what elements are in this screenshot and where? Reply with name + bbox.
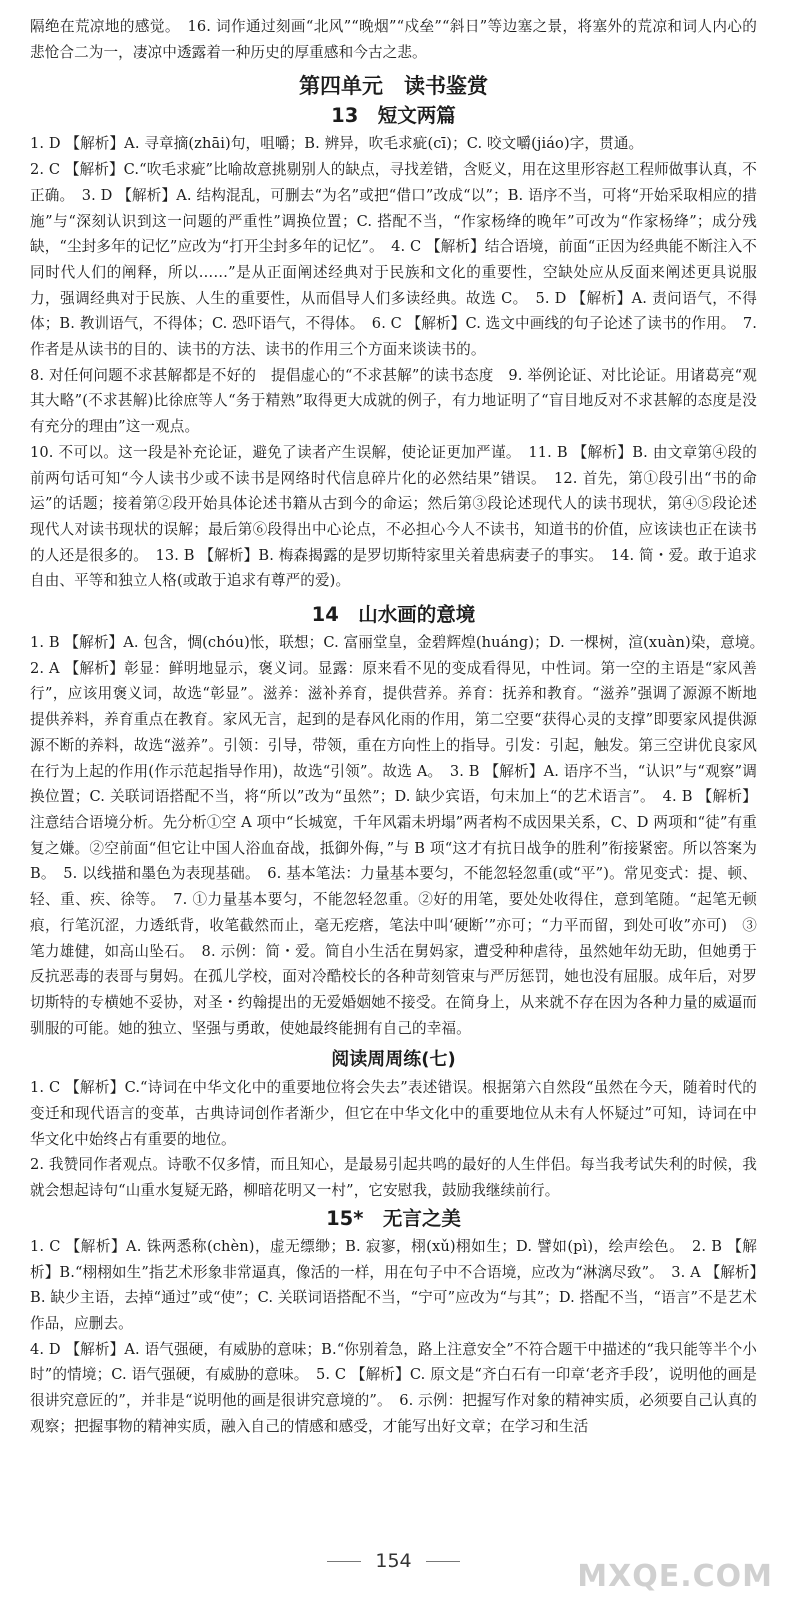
lesson-14-answer-1: 1. B 【解析】A. 包含，惆(chóu)怅，联想；C. 富丽堂皇，金碧辉煌(huáng)；D. 一棵树，渲(xuàn)染，意境。 2. A 【解析】彰显：鲜明地显示，褒义词。显露：原来看不见的变成看得见，中性词。第一空的主语是“家风善行”，应该用褒义词，故选“彰显”。滋养：滋补养育，提供营养。养育：抚养和教育。“滋养”强调了源源不断地提供养料，养育重点在教育。家风无言，起到的是春风化雨的作用，第二空要“获得心灵的支撑”即要家风提供源源不断的养料，故选“滋养”。引领：引导，带领，重在方向性上的指导。引发：引起，触发。第三空讲优良家风在行为上起的作用(作示范起指导作用)，故选“引领”。故选 A。 3. B 【解析】A. 语序不当，“认识”与“观察”调换位置；C. 关联词语搭配不当，将“所以”改为“虽然”；D. 缺少宾语，句末加上“的艺术语言”。 4. B 【解析】注意结合语境分析。先分析①空 A 项中“长城宽，千年风霜未坍塌”两者构不成因果关系，C、D 两项和“徒”有重复之嫌。②空前面“但它让中国人浴血奋战，抵御外侮，”与 B 项“这才有抗日战争的胜利”衔接紧密。所以答案为 B。 5. 以线描和墨色为表现基础。 6. 基本笔法：力量基本要匀，不能忽轻忽重(或“平”)。常见变式：提、顿、轻、重、疾、徐等。 7. ①力量基本要匀，不能忽轻忽重。②好的用笔，要处处收得住，意到笔随。“起笔无顿痕，行笔沉涩，力透纸背，收笔截然而止，毫无疙瘩，笔法中叫‘硬断’”亦可；“力平而留，到处可收”亦可) ③笔力雄健，如高山坠石。 8. 示例：简・爱。简自小生活在舅妈家，遭受种种虐待，虽然她年幼无助，但她勇于反抗恶毒的表哥与舅妈。在孤儿学校，面对冷酷校长的各种苛刻管束与严厉惩罚，她也没有屈服。成年后，对罗切斯特的专横她不妥协，对圣・约翰提出的无爱婚姻她不接受。在简身上，从来就不存在因为各种力量的威逼而驯服的可能。她的独立、坚强与勇敢，使她最终能拥有自己的幸福。 — [30, 634, 772, 1037]
lesson-13-title: 13 短文两篇 — [331, 104, 456, 128]
unit-title: 第四单元 读书鉴赏 — [299, 74, 488, 99]
lesson-15-answer-2: 4. D 【解析】A. 语气强硬，有威胁的意味；B.“你别着急，路上注意安全”不符合题干中描述的“我只能等半个小时”的情境；C. 语气强硬，有威胁的意味。 5. C 【解析】C. 原文是“齐白石有一印章‘老齐手段’，说明他的画是很讲究意匠的”，并非是“说明他的画是很讲究意境的”。 6. 示例：把握写作对象的精神实质，必须要自己认真的观察；把握事物的精神实质，融入自己的情感和感受，才能写出好文章；在学习和生活 — [30, 1340, 757, 1435]
lesson-13-answer-4: 10. 不可以。这一段是补充论证，避免了读者产生误解，使论证更加严谨。 11. B 【解析】B. 由文章第④段的前两句话可知“今人读书少或不读书是网络时代信息碎片化的必然结果”错误。 12. 首先，第①段引出“书的命运”的话题；接着第②段开始具体论述书籍从古到今的命运；然后第③段论述现代人的读书现状，第④⑤段论述现代人对读书现状的误解；最后第⑥段得出中心论点，不必担心今人不读书，知道书的价值，应该读也正在读书的人还是很多的。 13. B 【解析】B. 梅森揭露的是罗切斯特家里关着患病妻子的事实。 14. 简・爱。敢于追求自由、平等和独立人格(或敢于追求有尊严的爱)。 — [30, 443, 757, 590]
lesson-15-answer-1: 1. C 【解析】A. 铢两悉称(chèn)，虚无缥缈；B. 寂寥，栩(xǔ)栩如生；D. 譬如(pì)，绘声绘色。 2. B 【解析】B.“栩栩如生”指艺术形象非常逼真，像活的一样，用在句子中不合语境，应改为“淋漓尽致”。 3. A 【解析】B. 缺少主语，去掉“通过”或“使”；C. 关联词语搭配不当，“宁可”应改为“与其”；D. 搭配不当，“语言”不是艺术作品，应删去。 — [30, 1237, 757, 1332]
lesson-15-title: 15* 无言之美 — [326, 1206, 461, 1230]
lesson-13-answer-1: 1. D 【解析】A. 寻章摘(zhāi)句，咀嚼；B. 辨异，吹毛求疵(cī)；C. 咬文嚼(jiáo)字，贯通。 — [30, 135, 644, 153]
intro-paragraph: 隔绝在荒凉地的感觉。 16. 词作通过刻画“北风”“晚烟”“戍垒”“斜日”等边塞之景，将塞外的荒凉和词人内心的悲怆合二为一，凄凉中透露着一种历史的厚重感和今古之悲。 — [30, 18, 757, 61]
lesson-14-title: 14 山水画的意境 — [311, 603, 476, 627]
watermark: MXQE.COM — [577, 1559, 773, 1594]
weekly-practice-title: 阅读周周练(七) — [331, 1049, 456, 1071]
weekly-answer-2: 2. 我赞同作者观点。诗歌不仅多情，而且知心，是最易引起共鸣的最好的人生伴侣。每当我考试失利的时候，我就会想起诗句“山重水复疑无路，柳暗花明又一村”，它安慰我，鼓励我继续前行。 — [30, 1156, 757, 1200]
lesson-13-answer-2: 2. C 【解析】C.“吹毛求疵”比喻故意挑剔别人的缺点，寻找差错，含贬义，用在这里形容赵工程师做事认真，不正确。 3. D 【解析】A. 结构混乱，可删去“为名”或把“借口”改成“以”；B. 语序不当，可将“开始采取相应的措施”与“深刻认识到这一问题的严重性”调换位置；C. 搭配不当，“作家杨绛的晚年”可改为“作家杨绛”；成分残缺，“尘封多年的记忆”应改为“打开尘封多年的记忆”。 4. C 【解析】结合语境，前面“正因为经典能不断注入不同时代人们的阐释，所以……”是从正面阐述经典对于民族和文化的重要性，空缺处应从反面来阐述更具说服力，强调经典对于民族、人生的重要性，从而倡导人们多读经典。故选 C。 5. D 【解析】A. 责问语气，不得体；B. 教训语气，不得体；C. 恐吓语气，不得体。 6. C 【解析】C. 选文中画线的句子论述了读书的作用。 7. 作者是从读书的目的、读书的方法、读书的作用三个方面来谈读书的。 — [30, 161, 757, 359]
page-number-dash-right — [426, 1561, 460, 1562]
weekly-answer-1: 1. C 【解析】C.“诗词在中华文化中的重要地位将会失去”表述错误。根据第六自然段“虽然在今天，随着时代的变迁和现代语言的变革，古典诗词创作者渐少，但它在中华文化中的重要地位从未有人怀疑过”可知，诗词在中华文化中始终占有重要的地位。 — [30, 1079, 757, 1148]
lesson-13-answer-3: 8. 对任何问题不求甚解都是不好的 提倡虚心的“不求甚解”的读书态度 9. 举例论证、对比论证。用诸葛亮“观其大略”(不求甚解)比徐庶等人“务于精熟”取得更大成就的例子，有力地证明了“盲目地反对不求甚解的态度是没有充分的理由”这一观点。 — [30, 366, 757, 436]
page-number-dash-left — [327, 1561, 361, 1562]
page-number-text: 154 — [375, 1550, 412, 1572]
